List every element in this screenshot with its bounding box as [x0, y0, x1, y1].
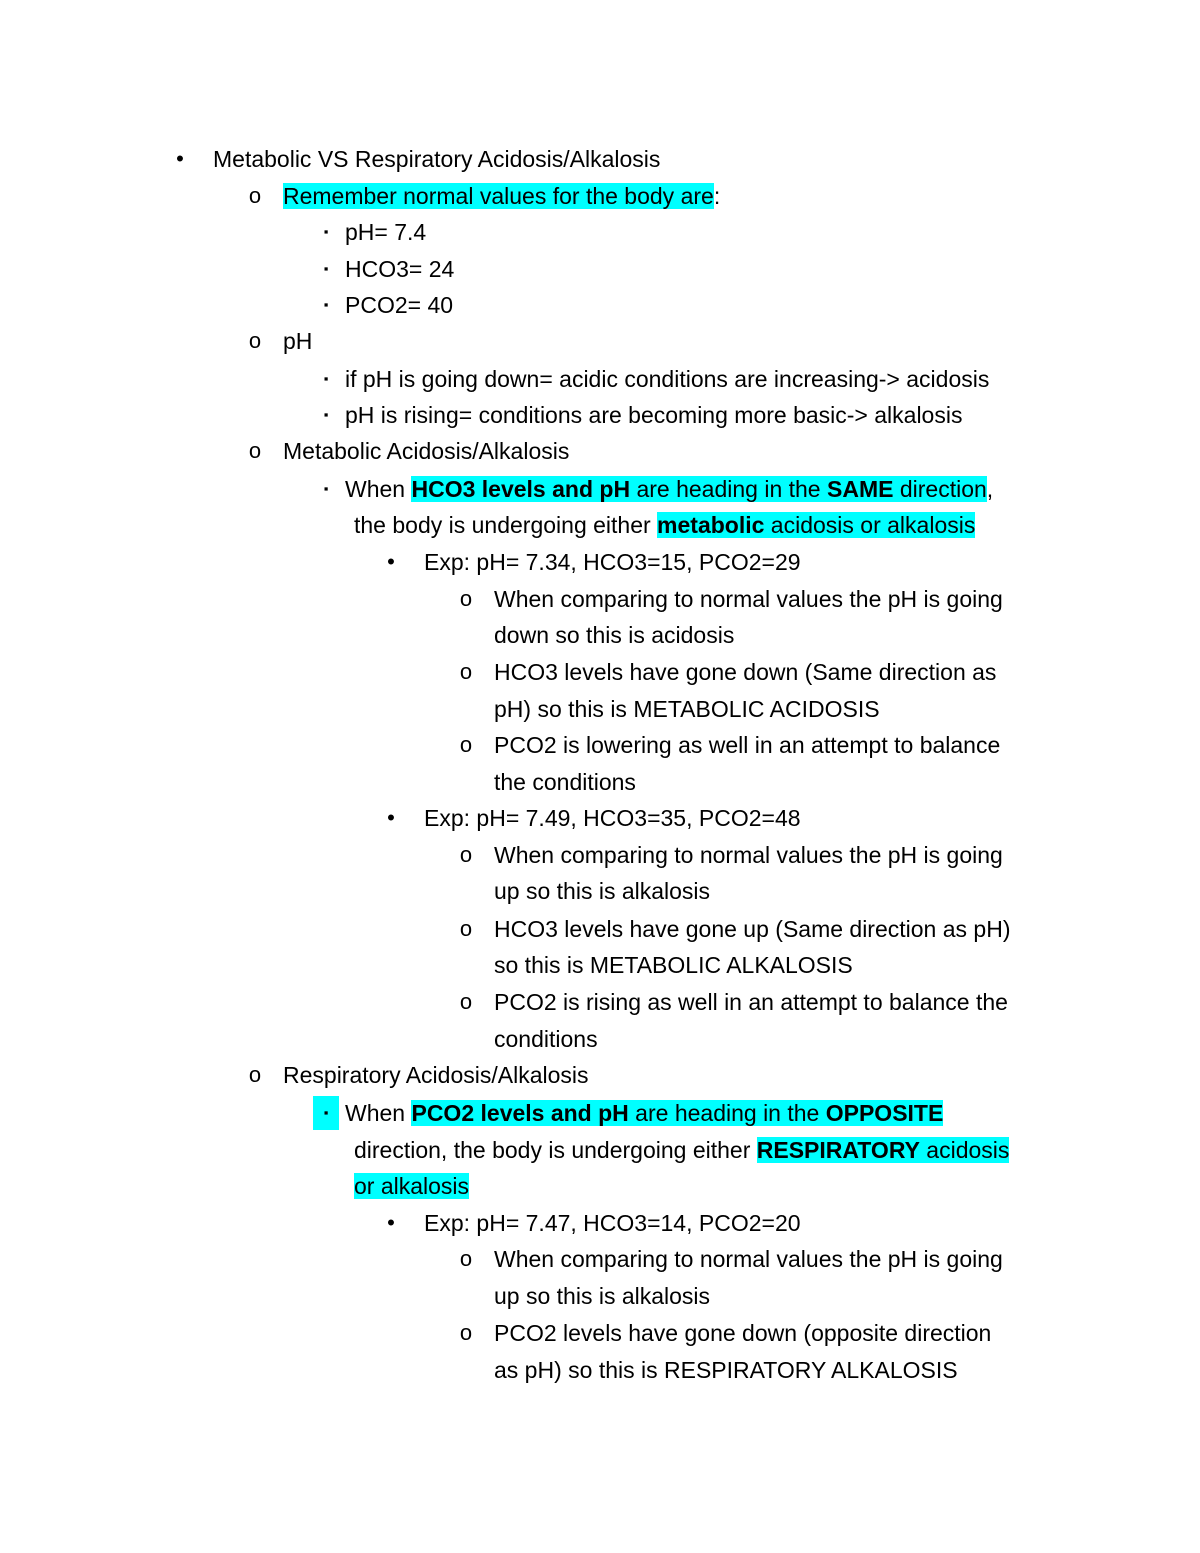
respiratory-heading: Respiratory Acidosis/Alkalosis — [283, 1062, 589, 1088]
circle-bullet-icon: o — [248, 328, 262, 353]
metabolic-rule-line-2 — [354, 508, 975, 542]
disc-bullet-icon: • — [387, 805, 395, 830]
rule-line2-plain: the body is undergoing either — [354, 512, 658, 538]
rule-line2-plain: direction, the body is undergoing either — [354, 1137, 757, 1163]
example-note-line: pH) so this is METABOLIC ACIDOSIS — [494, 696, 880, 722]
example-note-line: When comparing to normal values the pH is going — [494, 1246, 1003, 1272]
ph-item: if pH is going down= acidic conditions are increasing-> acidosis — [345, 366, 990, 392]
respiratory-rule-line-3 — [354, 1169, 469, 1203]
example-note-line: When comparing to normal values the pH is going — [494, 842, 1003, 868]
rule-when: When — [345, 476, 412, 502]
example-note-line: PCO2 is lowering as well in an attempt to balance — [494, 732, 1001, 758]
rule-type-after: acidosis — [919, 1137, 1010, 1163]
example-label: Exp: pH= 7.47, HCO3=14, PCO2=20 — [424, 1210, 801, 1236]
circle-bullet-icon: o — [459, 732, 473, 757]
normal-value-hco3: HCO3= 24 — [345, 256, 455, 282]
respiratory-rule-highlight — [411, 1100, 943, 1126]
respiratory-rule-line-1 — [345, 1096, 943, 1130]
normal-values-intro-highlight: Remember normal values for the body are — [283, 183, 714, 209]
ph-heading: pH — [283, 328, 313, 354]
circle-bullet-icon: o — [459, 659, 473, 684]
square-bullet-icon: ▪ — [323, 481, 329, 496]
respiratory-rule-type-highlight — [757, 1137, 1010, 1163]
square-bullet-icon: ▪ — [313, 1096, 339, 1130]
circle-bullet-icon: o — [248, 438, 262, 463]
rule-mid: are heading in the — [628, 1100, 826, 1126]
circle-bullet-icon: o — [459, 989, 473, 1014]
example-note-line: HCO3 levels have gone up (Same direction as pH) — [494, 916, 1011, 942]
example-note-line: up so this is alkalosis — [494, 1283, 711, 1309]
circle-bullet-icon: o — [459, 1320, 473, 1345]
square-bullet-icon: ▪ — [323, 261, 329, 276]
section-title: Metabolic VS Respiratory Acidosis/Alkalosis — [213, 146, 661, 172]
square-bullet-icon: ▪ — [323, 407, 329, 422]
metabolic-rule-highlight — [411, 476, 986, 502]
circle-bullet-icon: o — [459, 586, 473, 611]
example-note-line: the conditions — [494, 769, 636, 795]
example-label: Exp: pH= 7.49, HCO3=35, PCO2=48 — [424, 805, 801, 831]
square-bullet-icon: ▪ — [323, 297, 329, 312]
disc-bullet-icon: • — [176, 146, 184, 171]
example-label: Exp: pH= 7.34, HCO3=15, PCO2=29 — [424, 549, 801, 575]
circle-bullet-icon: o — [248, 1062, 262, 1087]
rule-key: HCO3 levels and pH — [411, 476, 631, 502]
metabolic-rule-type-highlight — [657, 512, 975, 538]
rule-when: When — [345, 1100, 412, 1126]
circle-bullet-icon: o — [459, 842, 473, 867]
metabolic-heading: Metabolic Acidosis/Alkalosis — [283, 438, 570, 464]
circle-bullet-icon: o — [459, 916, 473, 941]
example-note-line: When comparing to normal values the pH is going — [494, 586, 1003, 612]
example-note-line: conditions — [494, 1026, 598, 1052]
normal-value-ph: pH= 7.4 — [345, 219, 427, 245]
normal-value-pco2: PCO2= 40 — [345, 292, 454, 318]
example-note-line: so this is METABOLIC ALKALOSIS — [494, 952, 853, 978]
rule-comma: , — [986, 476, 994, 502]
rule-direction: OPPOSITE — [825, 1100, 944, 1126]
example-note-line: PCO2 levels have gone down (opposite direction — [494, 1320, 992, 1346]
rule-mid: are heading in the — [630, 476, 827, 502]
disc-bullet-icon: • — [387, 549, 395, 574]
rule-type-after: acidosis or alkalosis — [764, 512, 976, 538]
respiratory-rule-line-2 — [354, 1133, 1009, 1167]
rule-direction: SAME — [827, 476, 894, 502]
rule-type: RESPIRATORY — [756, 1137, 920, 1163]
metabolic-rule-line-1 — [345, 472, 993, 506]
circle-bullet-icon: o — [248, 183, 262, 208]
normal-values-intro — [283, 179, 720, 213]
example-note-line: as pH) so this is RESPIRATORY ALKALOSIS — [494, 1357, 958, 1383]
rule-key: PCO2 levels and pH — [411, 1100, 629, 1126]
disc-bullet-icon: • — [387, 1210, 395, 1235]
square-bullet-icon: ▪ — [323, 224, 329, 239]
respiratory-rule-line3-highlight: or alkalosis — [354, 1173, 470, 1199]
normal-values-intro-colon: : — [713, 183, 721, 209]
example-note-line: down so this is acidosis — [494, 622, 735, 648]
example-note-line: PCO2 is rising as well in an attempt to balance the — [494, 989, 1008, 1015]
circle-bullet-icon: o — [459, 1246, 473, 1271]
rule-type: metabolic — [657, 512, 765, 538]
example-note-line: up so this is alkalosis — [494, 878, 711, 904]
rule-direction-after: direction — [893, 476, 987, 502]
square-bullet-icon: ▪ — [323, 371, 329, 386]
ph-item: pH is rising= conditions are becoming more basic-> alkalosis — [345, 402, 963, 428]
example-note-line: HCO3 levels have gone down (Same direction as — [494, 659, 997, 685]
